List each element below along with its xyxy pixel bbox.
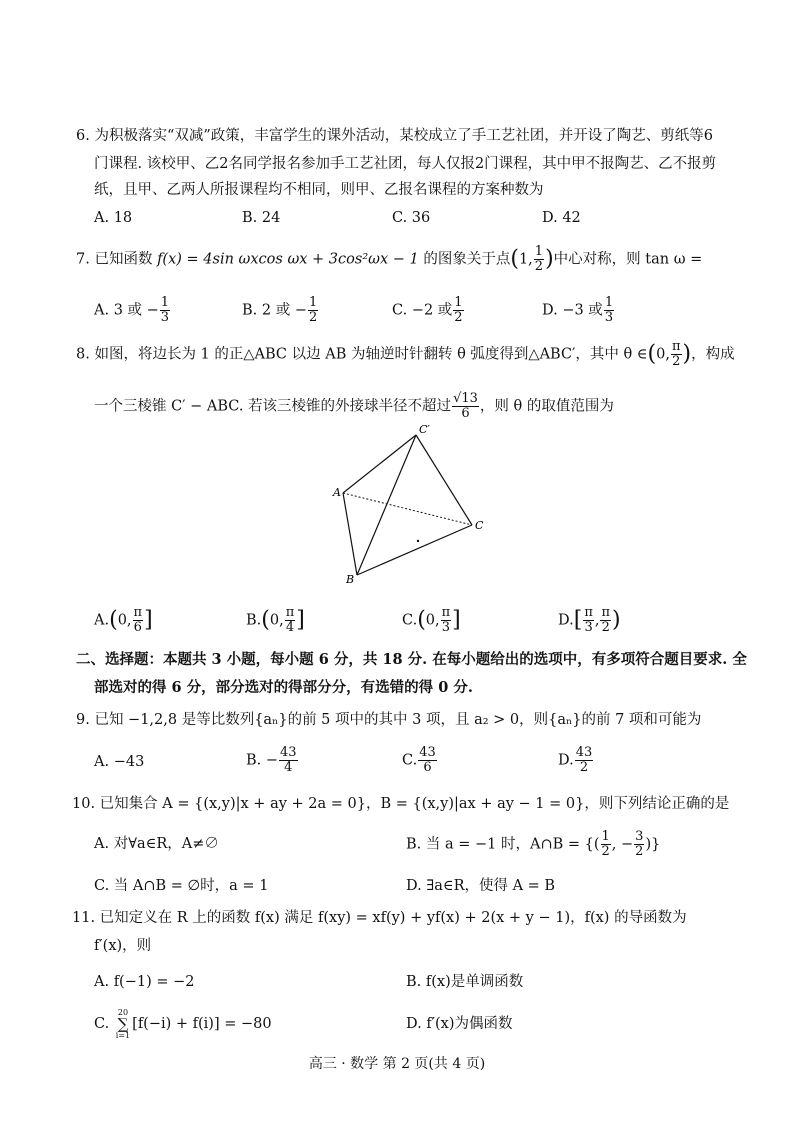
q9-option-c: C. $\frac{43}{6}$ xyxy=(402,745,436,775)
q6-option-b: B. 24 xyxy=(242,210,281,226)
q9-option-a: A. −43 xyxy=(94,754,145,770)
q11-option-c: C. 20 ∑ i=1 [f(−i) + f(i)] = −80 xyxy=(94,1008,272,1040)
q6-option-a: A. 18 xyxy=(94,210,133,226)
q9-option-b: B. − $\frac{43}{4}$ xyxy=(246,745,297,775)
edge-cprime-c xyxy=(416,435,472,525)
q7-function: f(x) = 4sin ωxcos ωx + 3cos²ωx − 1 xyxy=(157,251,419,268)
edge-cprime-b xyxy=(357,435,416,575)
q6-option-c: C. 36 xyxy=(392,210,431,226)
q7-suffix: 中心对称，则 tan ω = xyxy=(553,251,703,268)
q7-option-c: C. −2 或 $\frac{1}{2}$ xyxy=(392,295,463,325)
center-dot xyxy=(417,540,419,542)
q7-prefix: 7. 已知函数 xyxy=(76,251,153,268)
q10-option-c: C. 当 A∩B = ∅时，a = 1 xyxy=(94,878,269,894)
q11-line2: f′(x)，则 xyxy=(94,938,152,954)
label-b: B xyxy=(346,573,355,585)
q11-option-b: B. f(x)是单调函数 xyxy=(406,974,524,990)
page-footer: 高三 · 数学 第 2 页(共 4 页) xyxy=(308,1056,486,1072)
q8-line2: 一个三棱锥 C′ − ABC. 若该三棱锥的外接球半径不超过 $\frac{√13}{6}$ ，则 θ 的取值范围为 xyxy=(94,391,614,421)
q10-option-b: B. 当 a = −1 时，A∩B = {( $\frac{1}{2}$ , − $\frac{3}{2}$ )} xyxy=(406,829,661,859)
edge-a-b xyxy=(343,493,357,575)
q8-option-d: D.[ $\frac{\pi}{3}$ , $\frac{\pi}{2}$ ) xyxy=(558,605,621,635)
q7-option-a: A. 3 或 − $\frac{1}{3}$ xyxy=(94,295,170,325)
q6-line1: 6. 为积极落实“双减”政策，丰富学生的课外活动，某校成立了手工艺社团，并开设了陶艺、剪纸等6 xyxy=(76,128,713,144)
q6-line3: 纸，且甲、乙两人所报课程均不相同，则甲、乙报名课程的方案种数为 xyxy=(94,182,544,198)
edge-a-c-hidden xyxy=(343,493,472,525)
label-a: A xyxy=(333,486,341,499)
q7-option-d: D. −3 或 $\frac{1}{3}$ xyxy=(542,295,614,325)
q6-line2: 门课程. 该校甲、乙2名同学报名参加手工艺社团，每人仅报2门课程，其中甲不报陶艺、乙不报剪 xyxy=(94,156,717,172)
q9-option-d: D. $\frac{43}{2}$ xyxy=(558,745,593,775)
label-c: C xyxy=(475,519,484,532)
section2-line1: 二、选择题：本题共 3 小题，每小题 6 分，共 18 分. 在每小题给出的选项中，有多项符合题目要求. 全 xyxy=(76,651,747,668)
q10-stem: 10. 已知集合 A = {(x,y)|x + ay + 2a = 0}，B = {(x,y)|ax + ay − 1 = 0}，则下列结论正确的是 xyxy=(72,796,730,812)
q7-point-x: 1, xyxy=(518,251,533,268)
edge-cprime-a xyxy=(343,435,416,493)
q11-line1: 11. 已知定义在 R 上的函数 f(x) 满足 f(xy) = xf(y) + yf(x) + 2(x + y − 1)，f(x) 的导函数为 xyxy=(72,910,687,926)
q8-option-a: A.(0, $\frac{\pi}{6}$ ] xyxy=(94,605,153,635)
q8-line1: 8. 如图，将边长为 1 的正△ABC 以边 AB 为轴逆时针翻转 θ 弧度得到△ABC′，其中 θ ∈(0, $\frac{\pi}{2}$ )，构成 xyxy=(76,339,735,369)
q10-option-d: D. ∃a∈R，使得 A = B xyxy=(406,878,556,894)
q6-option-d: D. 42 xyxy=(542,210,581,226)
q11-option-a: A. f(−1) = −2 xyxy=(94,974,195,990)
q7-point-y: $\frac{1}{2}$ xyxy=(534,244,544,274)
q7-mid: 的图象关于点 xyxy=(423,251,511,268)
label-cprime: C′ xyxy=(419,425,430,436)
pyramid-figure xyxy=(320,425,500,585)
q9-stem: 9. 已知 −1,2,8 是等比数列{aₙ}的前 5 项中的其中 3 项，且 a₂ > 0，则{aₙ}的前 7 项和可能为 xyxy=(76,712,702,728)
section2-line2: 部选对的得 6 分，部分选对的得部分分，有选错的得 0 分. xyxy=(94,679,473,696)
q7-option-b: B. 2 或 − $\frac{1}{2}$ xyxy=(242,295,318,325)
q8-option-c: C.(0, $\frac{\pi}{3}$ ] xyxy=(402,605,461,635)
q11-option-d: D. f′(x)为偶函数 xyxy=(406,1016,513,1032)
edge-b-c xyxy=(357,525,472,575)
q7-stem: 7. 已知函数 f(x) = 4sin ωxcos ωx + 3cos²ωx − 1 的图象关于点(1, $\frac{1}{2}$ )中心对称，则 tan ω = xyxy=(76,244,703,274)
q10-option-a: A. 对∀a∈R，A≠∅ xyxy=(94,836,219,852)
q8-option-b: B.(0, $\frac{\pi}{4}$ ] xyxy=(246,605,305,635)
